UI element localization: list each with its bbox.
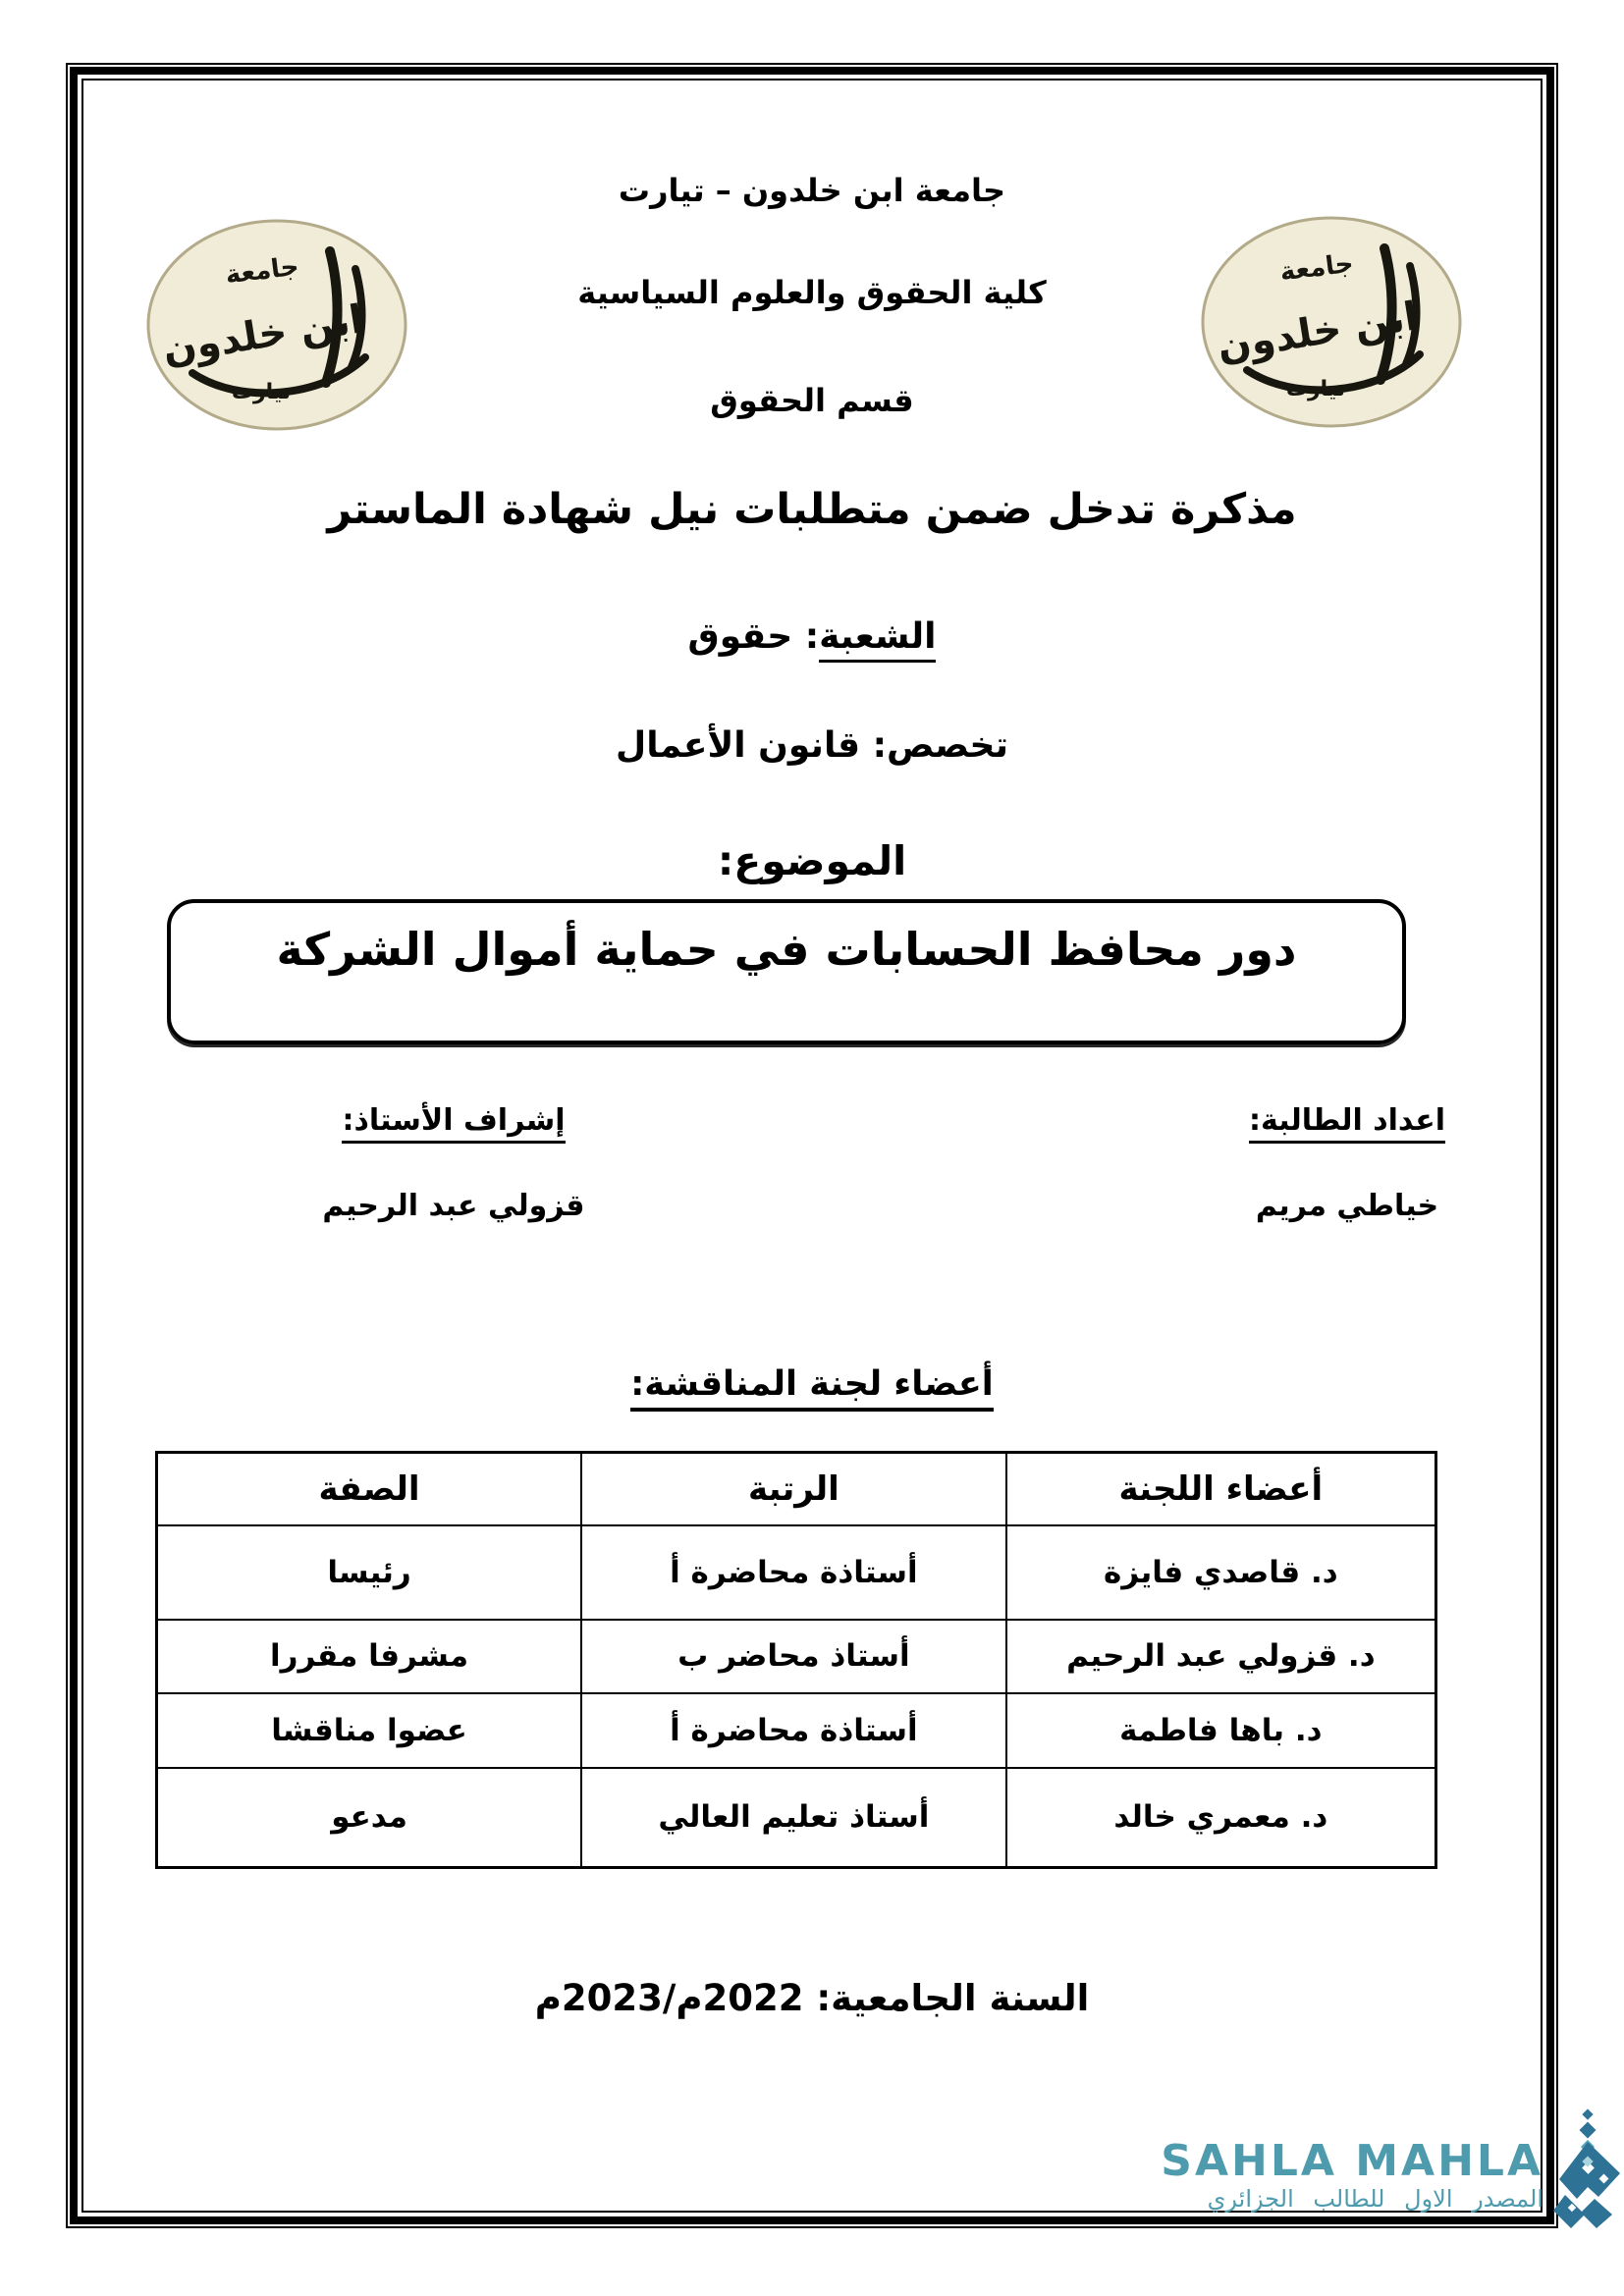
table-row [157,1768,1436,1868]
committee-table [155,1451,1437,1869]
memo-type-line: مذكرة تدخل ضمن متطلبات نيل شهادة الماستر [327,485,1297,534]
committee-role-cell: مدعو [157,1768,582,1868]
committee-role-cell: عضوا مناقشا [157,1693,582,1768]
committee-member-cell: د. باها فاطمة [1006,1693,1436,1768]
committee-rank-cell: أستاذ تعليم العالي [581,1768,1006,1868]
specialty-line: تخصص: قانون الأعمال [615,725,1009,766]
table-row [157,1525,1436,1620]
department-name: قسم الحقوق [710,382,914,419]
committee-rank-cell: أستاذة محاضرة أ [581,1525,1006,1620]
subject-label: الموضوع: [717,837,907,884]
supervisor-label: إشراف الأستاذ: [342,1103,565,1144]
committee-heading: أعضاء لجنة المناقشة: [88,1364,1536,1404]
committee-column-role: الصفة [157,1453,582,1525]
academic-year: السنة الجامعية: 2022م/2023م [534,1977,1090,2019]
supervisor-column [287,1103,621,1223]
branch-value: : حقوق [687,616,820,657]
watermark-block [1161,2136,1543,2213]
table-header-row [157,1453,1436,1525]
committee-column-rank: الرتبة [581,1453,1006,1525]
student-label: اعداد الطالبة: [1249,1103,1445,1144]
table-row [157,1620,1436,1693]
seal-word-city: تيارت [231,380,292,404]
committee-rank-cell: أستاذة محاضرة أ [581,1693,1006,1768]
student-column [1180,1103,1514,1223]
seal-word-city: تيارت [1285,377,1346,401]
branch-line [88,616,1536,657]
watermark-tagline: المصدر الاول للطالب الجزائري [1207,2185,1543,2213]
committee-member-cell: د. قزولي عبد الرحيم [1006,1620,1436,1693]
seal-word-name: ابن خلدون [159,296,367,373]
committee-role-cell: رئيسا [157,1525,582,1620]
supervisor-name: قزولي عبد الرحيم [322,1189,585,1223]
committee-rank-cell: أستاذ محاضر ب [581,1620,1006,1693]
seal-word-university: جامعة [1277,248,1356,288]
watermark-logo-icon [1551,2109,1624,2232]
watermark-brand: SAHLA MAHLA [1161,2136,1543,2186]
committee-role-cell: مشرفا مقررا [157,1620,582,1693]
branch-label: الشعبة [819,616,936,663]
seal-word-name: ابن خلدون [1214,294,1422,370]
committee-member-cell: د. معمري خالد [1006,1768,1436,1868]
faculty-name: كلية الحقوق والعلوم السياسية [577,274,1047,311]
table-row [157,1693,1436,1768]
thesis-title-box [167,899,1406,1044]
student-name: خياطي مريم [1255,1189,1439,1223]
thesis-title: دور محافظ الحسابات في حماية أموال الشركة [276,923,1297,976]
seal-word-university: جامعة [223,251,301,291]
committee-member-cell: د. قاصدي فايزة [1006,1525,1436,1620]
committee-column-members: أعضاء اللجنة [1006,1453,1436,1525]
university-name: جامعة ابن خلدون – تيارت [618,172,1006,209]
